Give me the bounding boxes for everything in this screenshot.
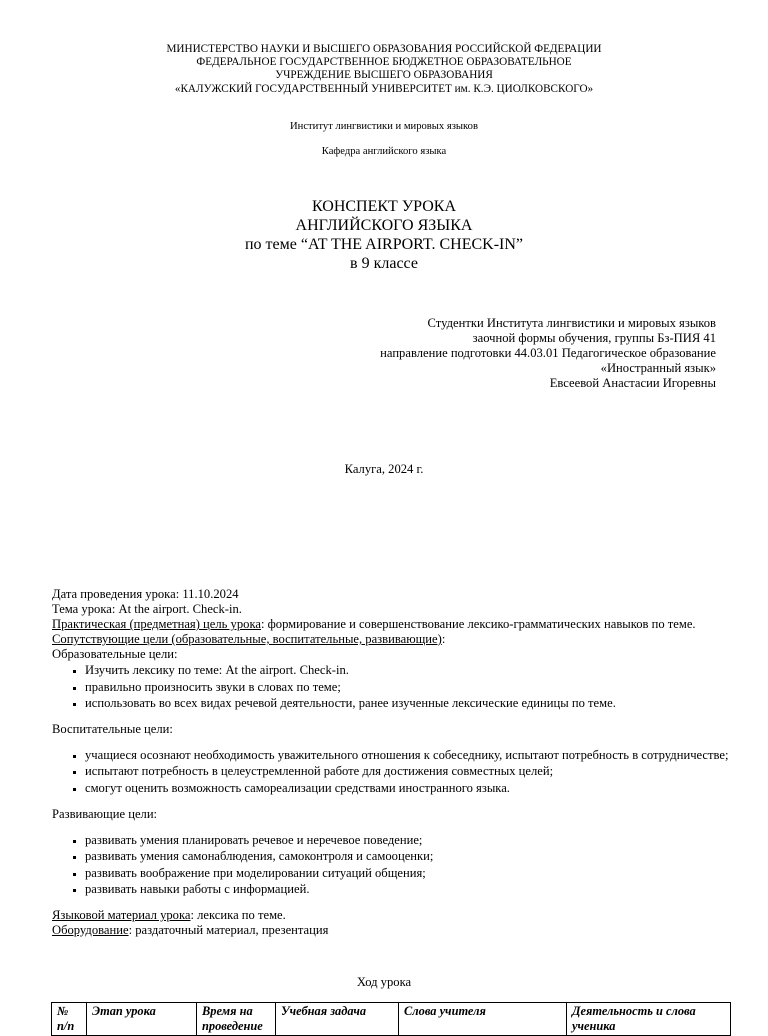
- developing-list: [52, 832, 732, 898]
- accompanying-goals-label: Сопутствующие цели (образовательные, воспитательные, развивающие): [52, 632, 442, 646]
- column-header-stage: Этап урока: [87, 1003, 197, 1036]
- ministry-line: ФЕДЕРАЛЬНОЕ ГОСУДАРСТВЕННОЕ БЮДЖЕТНОЕ ОБРАЗОВАТЕЛЬНОЕ: [196, 56, 572, 69]
- city-year: Калуга, 2024 г.: [344, 462, 424, 476]
- title-line: АНГЛИЙСКОГО ЯЗЫКА: [295, 217, 473, 234]
- lesson-progress-title: Ход урока: [356, 975, 412, 989]
- document-title: [0, 197, 768, 273]
- table-header-row: [52, 1003, 731, 1036]
- title-line: КОНСПЕКТ УРОКА: [311, 198, 457, 215]
- educational-list: [52, 662, 732, 712]
- column-header-student: Деятельность и слова ученика: [567, 1003, 731, 1036]
- developing-heading: Развивающие цели:: [52, 806, 158, 821]
- lesson-date: Дата проведения урока: 11.10.2024: [52, 587, 239, 601]
- department-name: Кафедра английского языка: [321, 146, 447, 157]
- ministry-line: УЧРЕЖДЕНИЕ ВЫСШЕГО ОБРАЗОВАНИЯ: [275, 69, 493, 82]
- equipment: [52, 923, 732, 938]
- list-item: ▪ развивать навыки работы с информацией.: [85, 881, 732, 898]
- list-item: ▪ испытают потребность в целеустремленной работе для достижения совместных целей;: [85, 763, 732, 780]
- accompanying-goals-tail: :: [441, 632, 446, 646]
- list-item: ▪ развивать умения самонаблюдения, самоконтроля и самооценки;: [85, 848, 732, 865]
- language-material-label: Языковой материал урока: [52, 907, 191, 922]
- column-header-task: Учебная задача: [276, 1003, 399, 1036]
- student-line: «Иностранный язык»: [600, 361, 716, 375]
- educational-heading: Образовательные цели:: [52, 647, 178, 661]
- practical-goal: [52, 617, 732, 632]
- accompanying-goals: [52, 632, 732, 647]
- upbringing-list: [52, 747, 732, 797]
- title-line: по теме “AT THE AIRPORT. CHECK-IN”: [244, 236, 524, 253]
- practical-goal-label: Практическая (предметная) цель урока: [52, 617, 261, 631]
- list-item: ▪ учащиеся осознают необходимость уважительного отношения к собеседнику, испытают потребность в сотрудничестве;: [85, 747, 732, 764]
- equipment-text: : раздаточный материал, презентация: [128, 922, 329, 937]
- list-item: ▪ правильно произносить звуки в словах по теме;: [85, 679, 732, 696]
- language-material-text: : лексика по теме.: [190, 907, 286, 922]
- list-item: ▪ развивать воображение при моделировании ситуаций общения;: [85, 865, 732, 882]
- title-line: в 9 классе: [350, 255, 418, 272]
- language-material: [52, 908, 732, 923]
- student-info: [296, 316, 716, 391]
- lesson-progress-table: [51, 1002, 731, 1036]
- list-item: ▪ развивать умения планировать речевое и неречевое поведение;: [85, 832, 732, 849]
- ministry-line: МИНИСТЕРСТВО НАУКИ И ВЫСШЕГО ОБРАЗОВАНИЯ РОССИЙСКОЙ ФЕДЕРАЦИИ: [166, 43, 602, 55]
- practical-goal-text: : формирование и совершенствование лексико-грамматических навыков по теме.: [260, 617, 696, 631]
- column-header-time: Время на проведение: [197, 1003, 276, 1036]
- student-line: направление подготовки 44.03.01 Педагогическое образование: [380, 346, 716, 360]
- equipment-label: Оборудование: [52, 922, 129, 937]
- upbringing-heading: Воспитательные цели:: [52, 721, 173, 736]
- list-item: ▪ Изучить лексику по теме: At the airport. Check-in.: [85, 662, 732, 679]
- student-line: Евсеевой Анастасии Игоревны: [549, 376, 716, 390]
- student-line: Студентки Института лингвистики и мировых языков: [427, 316, 716, 330]
- list-item: ▪ использовать во всех видах речевой деятельности, ранее изученные лексические единицы по теме.: [85, 695, 732, 712]
- student-line: заочной формы обучения, группы Бз-ПИЯ 41: [472, 331, 716, 345]
- column-header-number: № п/п: [52, 1003, 87, 1036]
- list-item: ▪ смогут оценить возможность самореализации средствами иностранного языка.: [85, 780, 732, 797]
- column-header-teacher: Слова учителя: [399, 1003, 567, 1036]
- ministry-line: «КАЛУЖСКИЙ ГОСУДАРСТВЕННЫЙ УНИВЕРСИТЕТ им. К.Э. ЦИОЛКОВСКОГО»: [174, 82, 594, 95]
- ministry-header: [0, 43, 768, 96]
- lesson-topic: Тема урока: At the airport. Check-in.: [52, 602, 242, 616]
- institute-name: Институт лингвистики и мировых языков: [290, 121, 478, 132]
- lesson-details: [52, 587, 732, 938]
